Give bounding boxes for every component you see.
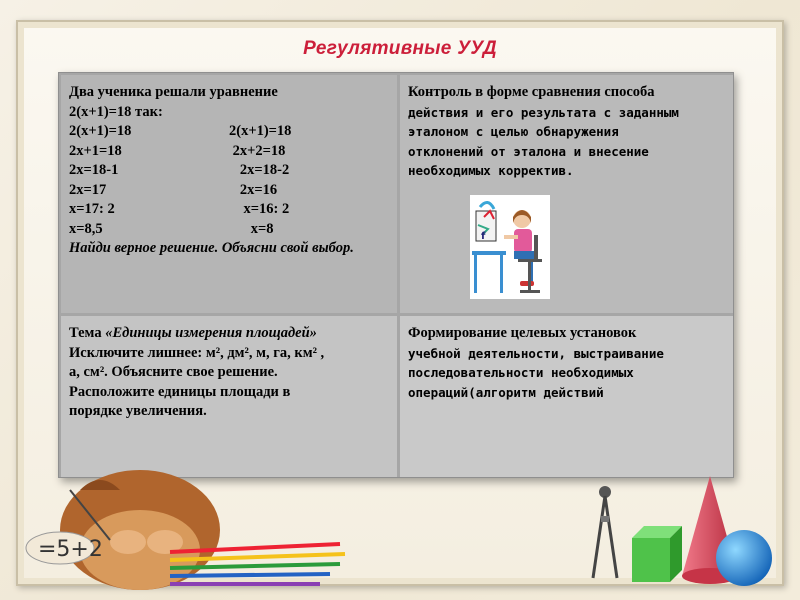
step-row (69, 181, 389, 201)
task-line: порядке увеличения. (69, 403, 207, 419)
step-left: 2х=18-1 (69, 162, 119, 178)
step-left: х=8,5 (69, 220, 103, 237)
step-row (69, 142, 389, 162)
cell-control-description (400, 75, 733, 313)
step-right: 2х=16 (239, 181, 278, 198)
task-line: а, см². Объясните свое решение. (69, 364, 278, 380)
step-right: 2(х+1)=18 (229, 123, 292, 139)
step-left: 2(х+1)=18 (69, 123, 132, 139)
desc-line: необходимых корректив. (408, 163, 574, 178)
step-right: х=16: 2 (243, 201, 290, 217)
desc-line: действия и его результата с заданным (408, 104, 679, 120)
task-line: Исключите лишнее: м², дм², м, га, км² , (69, 344, 325, 361)
desc-line: операций(алгоритм действий (408, 384, 604, 400)
step-row (69, 220, 389, 240)
desc-line: отклонений от эталона и внесение (408, 143, 649, 159)
topic-name: «Единицы измерения площадей» (105, 325, 317, 341)
step-right: 2х=18-2 (239, 162, 290, 178)
content-table (58, 72, 734, 478)
step-right: х=8 (250, 220, 274, 237)
step-left: 2х+1=18 (69, 142, 122, 159)
step-row (69, 161, 389, 181)
desc-line: Формирование целевых установок (408, 325, 637, 341)
topic-prefix: Тема (69, 325, 106, 341)
girl-at-desk-icon (470, 195, 550, 299)
intro-line-2: 2(х+1)=18 так: (69, 103, 163, 120)
step-left: 2х=17 (69, 181, 107, 198)
svg-text:f: f (481, 231, 486, 242)
task-instruction: Найди верное решение. Объясни свой выбор. (69, 240, 354, 256)
desc-line: эталоном с целью обнаружения (408, 124, 619, 139)
step-row (69, 122, 389, 142)
desc-line: последовательности необходимых (408, 365, 634, 380)
svg-text:=5+2: =5+2 (38, 537, 103, 562)
task-line: Расположите единицы площади в (69, 383, 291, 400)
desc-line: Контроль в форме сравнения способа (408, 84, 655, 100)
sphere-icon (714, 528, 774, 588)
step-left: х=17: 2 (69, 201, 115, 217)
topic-line (69, 324, 389, 344)
intro-line-1: Два ученика решали уравнение (69, 84, 278, 100)
compass-icon (585, 482, 625, 582)
cell-goal-description (400, 316, 733, 477)
step-right: 2х+2=18 (232, 142, 286, 159)
cell-area-units-task (61, 316, 397, 477)
slide-title: Регулятивные УУД (303, 38, 497, 59)
cell-equation-task (61, 75, 397, 313)
desc-line: учебной деятельности, выстраивание (408, 345, 664, 361)
pencils-icon (160, 540, 350, 590)
step-row (69, 200, 389, 220)
